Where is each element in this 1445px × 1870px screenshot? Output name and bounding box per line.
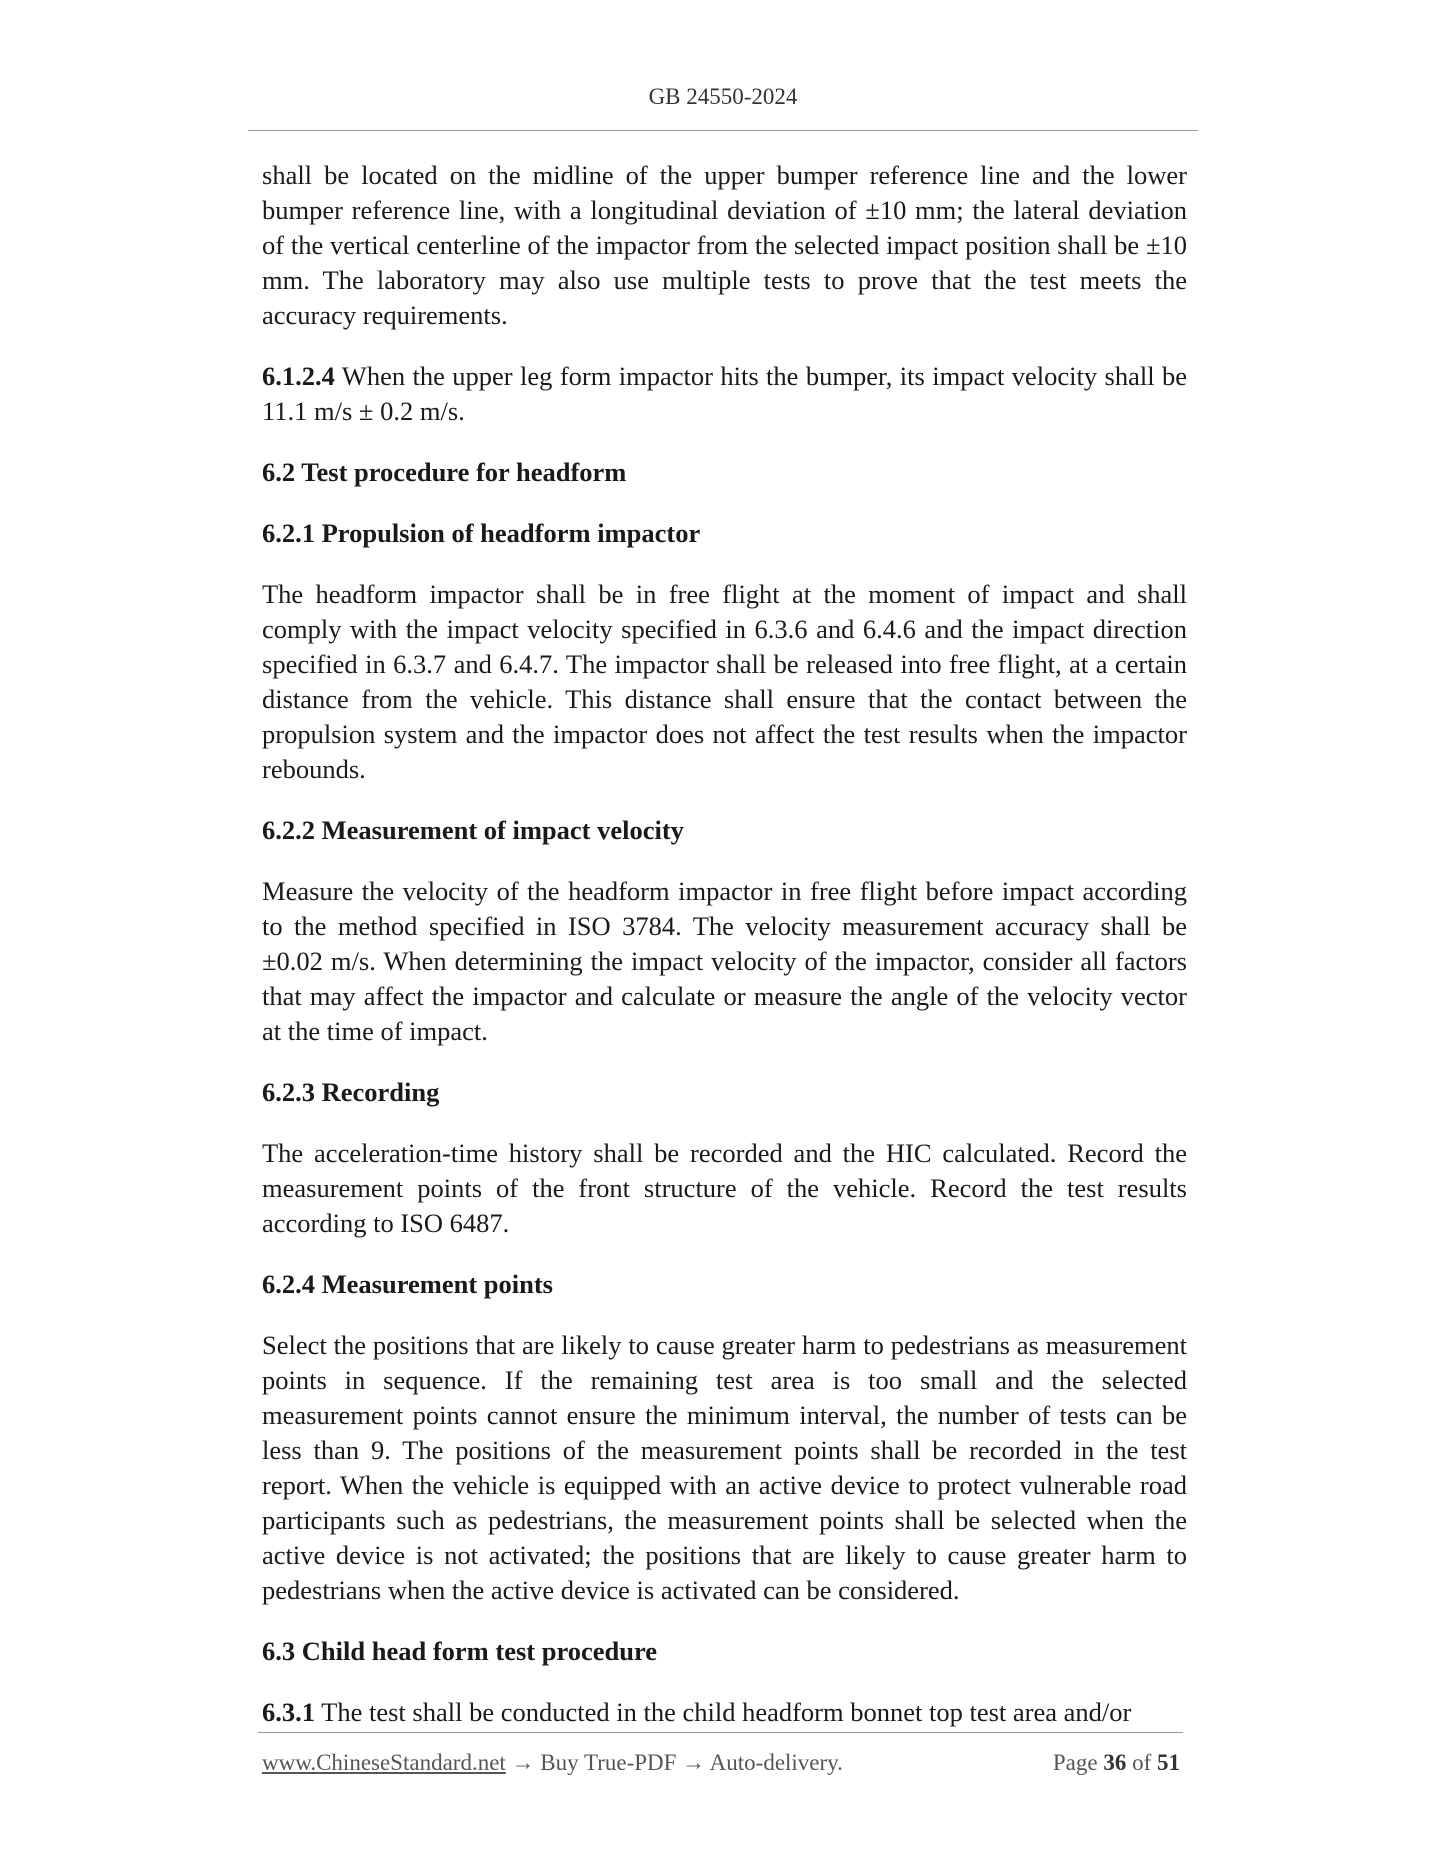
paragraph-6-2-2: Measure the velocity of the headform impactor in free flight before impact according to the method specified in ISO 3784. The velocity measurement accuracy shall be ±0.02 m/s. When determining the impact velocity of the impactor, consider all factors that may affect the impactor and calculate or measure the angle of the velocity vector at the time of impact. <box>262 876 1187 1046</box>
website-link[interactable]: www.ChineseStandard.net <box>262 1750 506 1775</box>
heading-6-3: 6.3 Child head form test procedure <box>262 1636 658 1666</box>
footer-promo <box>262 1750 843 1776</box>
heading-6-2-1: 6.2.1 Propulsion of headform impactor <box>262 518 701 548</box>
page-footer <box>262 1750 1180 1776</box>
paragraph-6-2-4: Select the positions that are likely to cause greater harm to pedestrians as measurement points in sequence. If the remaining test area is too small and the selected measurement points cannot ensure the minimum interval, the number of tests can be less than 9. The positions of the measurement points shall be recorded in the test report. When the vehicle is equipped with an active device to protect vulnerable road participants such as pedestrians, the measurement points shall be selected when the active device is not activated; the positions that are likely to cause greater harm to pedestrians when the active device is activated can be considered. <box>262 1330 1187 1605</box>
document-id-header: GB 24550-2024 <box>648 84 798 109</box>
page-label: Page <box>1052 1750 1104 1775</box>
of-label: of <box>1126 1750 1157 1775</box>
paragraph-6-1-2-4 <box>262 359 1187 429</box>
paragraph-6-2-3: The acceleration-time history shall be recorded and the HIC calculated. Record the measurement points of the front structure of the vehicle. Record the test results according to ISO 6487. <box>262 1138 1187 1238</box>
heading-6-2-2: 6.2.2 Measurement of impact velocity <box>262 815 684 845</box>
page-content <box>262 158 1187 1730</box>
heading-6-2: 6.2 Test procedure for headform <box>262 457 627 487</box>
heading-6-2-4: 6.2.4 Measurement points <box>262 1269 553 1299</box>
clause-text: The test shall be conducted in the child headform bonnet top test area and/or <box>315 1697 1132 1727</box>
footer-divider <box>258 1732 1183 1733</box>
total-pages: 51 <box>1157 1750 1180 1775</box>
paragraph-6-2-1: The headform impactor shall be in free flight at the moment of impact and shall comply with the impact velocity specified in 6.3.6 and 6.4.6 and the impact direction specified in 6.3.7 and 6.4.7. The impactor shall be released into free flight, at a certain distance from the vehicle. This distance shall ensure that the contact between the propulsion system and the impactor does not affect the test results when the impactor rebounds. <box>262 579 1187 784</box>
page-number: 36 <box>1103 1750 1127 1775</box>
heading-6-2-3: 6.2.3 Recording <box>262 1077 440 1107</box>
header-divider <box>248 130 1198 131</box>
paragraph-continuation: shall be located on the midline of the upper bumper reference line and the lower bumper reference line, with a longitudinal deviation of ±10 mm; the lateral deviation of the vertical centerline of the impactor from the selected impact position shall be ±10 mm. The laboratory may also use multiple tests to prove that the test meets the accuracy requirements. <box>262 160 1187 330</box>
promo-text: → Buy True-PDF → Auto-delivery. <box>505 1750 843 1775</box>
paragraph-6-3-1 <box>262 1695 1187 1730</box>
clause-number: 6.3.1 <box>262 1697 315 1727</box>
clause-text: When the upper leg form impactor hits the bumper, its impact velocity shall be 11.1 m/s ± 0.2 m/s. <box>262 361 1187 426</box>
page-indicator <box>1053 1750 1180 1776</box>
clause-number: 6.1.2.4 <box>262 361 335 391</box>
